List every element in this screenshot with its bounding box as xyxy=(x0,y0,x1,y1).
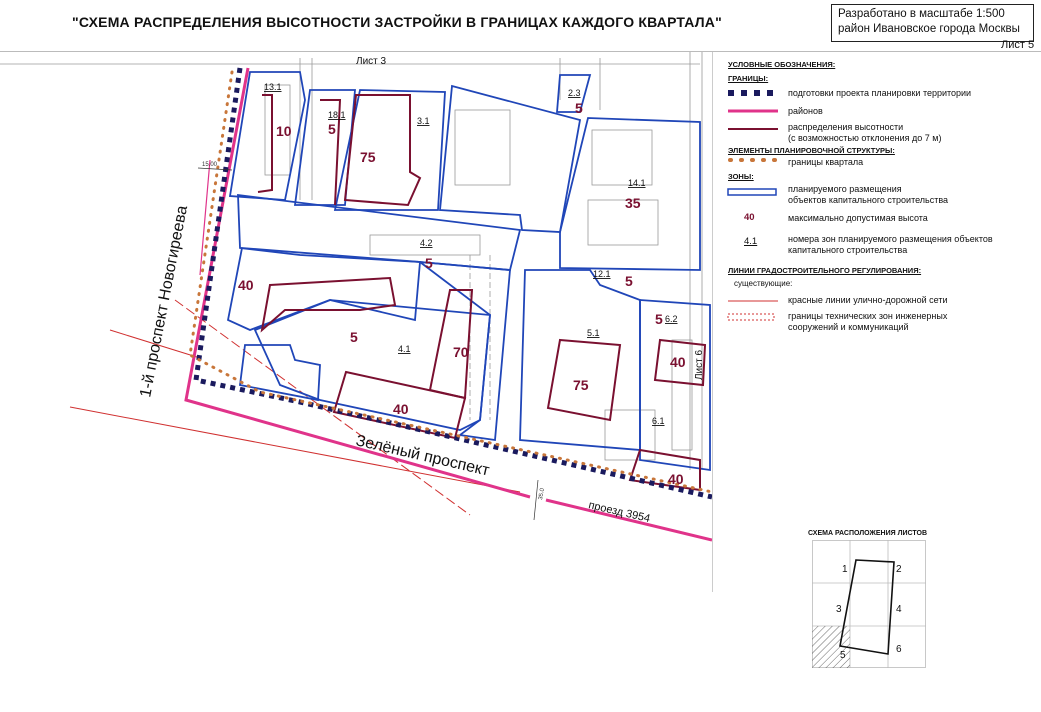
plan-map xyxy=(0,52,712,597)
zone-number: 4.1 xyxy=(398,344,411,354)
quarter-boundary xyxy=(190,72,712,492)
height-value: 5 xyxy=(655,311,663,327)
legend-zone-num-text-1: номера зон планируемого размещения объектов xyxy=(788,234,993,244)
legend-heights-text-1: распределения высотности xyxy=(788,122,904,132)
legend-heights-text-2: (с возможностью отклонения до 7 м) xyxy=(788,133,942,143)
legend-elements-head: ЭЛЕМЕНТЫ ПЛАНИРОВОЧНОЙ СТРУКТУРЫ: xyxy=(728,146,895,155)
height-value: 5 xyxy=(575,100,583,116)
height-value: 40 xyxy=(670,354,686,370)
street-label-proezd: проезд 3954 xyxy=(587,499,652,526)
project-boundary xyxy=(196,68,712,497)
legend-height-sample: 40 xyxy=(744,212,755,223)
inset-sheet-2: 2 xyxy=(896,564,902,575)
height-value: 35 xyxy=(625,195,641,211)
zone-number: 3.1 xyxy=(417,116,430,126)
height-value: 40 xyxy=(668,471,684,487)
stamp-district: район Ивановское города Москвы xyxy=(838,23,1020,35)
legend-height-text: максимально допустимая высота xyxy=(788,213,928,223)
sheet-ref-top: Лист 3 xyxy=(356,56,387,67)
zone-number: 4.2 xyxy=(420,238,433,248)
sheet-layout-inset xyxy=(812,540,926,668)
inset-sheet-3: 3 xyxy=(836,604,842,615)
legend-tech-text-1: границы технических зон инженерных xyxy=(788,311,948,321)
zone-number: 6.1 xyxy=(652,416,665,426)
height-value: 5 xyxy=(425,255,433,271)
height-value: 70 xyxy=(453,344,469,360)
height-value: 75 xyxy=(360,149,376,165)
inset-sheet-6: 6 xyxy=(896,644,902,655)
legend-tech-text-2: сооружений и коммуникаций xyxy=(788,322,909,332)
legend-zones-head: ЗОНЫ: xyxy=(728,172,754,181)
zone-symbol xyxy=(728,189,776,195)
inset-sheet-4: 4 xyxy=(896,604,902,615)
sheet-number: Лист 5 xyxy=(1001,39,1035,51)
street-label-novogireeva: 1-й проспект Новогиреева xyxy=(137,204,192,399)
zone-number: 6.2 xyxy=(665,314,678,324)
dimension-label-1: 15.00 xyxy=(202,162,218,168)
map-legend-divider xyxy=(712,52,713,592)
legend-boundaries-head: ГРАНИЦЫ: xyxy=(728,74,769,83)
legend-zone-text-2: объектов капитального строительства xyxy=(788,195,949,205)
title-stamp xyxy=(831,4,1034,42)
tech-zone-symbol xyxy=(728,314,774,320)
legend-title: УСЛОВНЫЕ ОБОЗНАЧЕНИЯ: xyxy=(728,60,836,69)
legend-project-text: подготовки проекта планировки территории xyxy=(788,88,972,98)
zone-number: 2.3 xyxy=(568,88,581,98)
height-value: 75 xyxy=(573,377,589,393)
dimension-label-2: 35.0 xyxy=(538,487,546,501)
height-value: 40 xyxy=(393,401,409,417)
height-value: 5 xyxy=(328,121,336,137)
inset-title: СХЕМА РАСПОЛОЖЕНИЯ ЛИСТОВ xyxy=(808,530,927,537)
page-title: "СХЕМА РАСПРЕДЕЛЕНИЯ ВЫСОТНОСТИ ЗАСТРОЙКИ В ГРАНИЦАХ КАЖДОГО КВАРТАЛА" xyxy=(72,14,722,30)
height-value: 10 xyxy=(276,123,292,139)
sheet-ref-right: Лист 6 xyxy=(694,349,705,380)
height-value: 5 xyxy=(625,273,633,289)
legend-zone-text-1: планируемого размещения xyxy=(788,184,902,194)
zone-number: 14.1 xyxy=(628,178,646,188)
stamp-scale: Разработано в масштабе 1:500 xyxy=(838,8,1005,20)
legend-quarter-text: границы квартала xyxy=(788,157,864,167)
street-label-zeleny: Зелёный проспект xyxy=(354,432,491,480)
height-value: 40 xyxy=(238,277,254,293)
inset-sheet-5: 5 xyxy=(840,650,846,661)
legend-zone-num-text-2: капитального строительства xyxy=(788,245,908,255)
height-value: 5 xyxy=(350,329,358,345)
legend-red-lines-text: красные линии улично-дорожной сети xyxy=(788,295,948,305)
legend-lines-head: ЛИНИИ ГРАДОСТРОИТЕЛЬНОГО РЕГУЛИРОВАНИЯ: xyxy=(728,266,922,275)
legend-zone-num-sample: 4.1 xyxy=(744,236,758,247)
inset-sheet-1: 1 xyxy=(842,564,848,575)
legend-districts-text: районов xyxy=(788,106,823,116)
zone-number: 18.1 xyxy=(328,110,346,120)
zone-number: 12.1 xyxy=(593,269,611,279)
height-boundaries xyxy=(258,95,705,490)
legend-existing-head: существующие: xyxy=(734,279,793,288)
zone-number: 5.1 xyxy=(587,328,600,338)
red-lines xyxy=(70,300,520,515)
zone-number: 13.1 xyxy=(264,82,282,92)
